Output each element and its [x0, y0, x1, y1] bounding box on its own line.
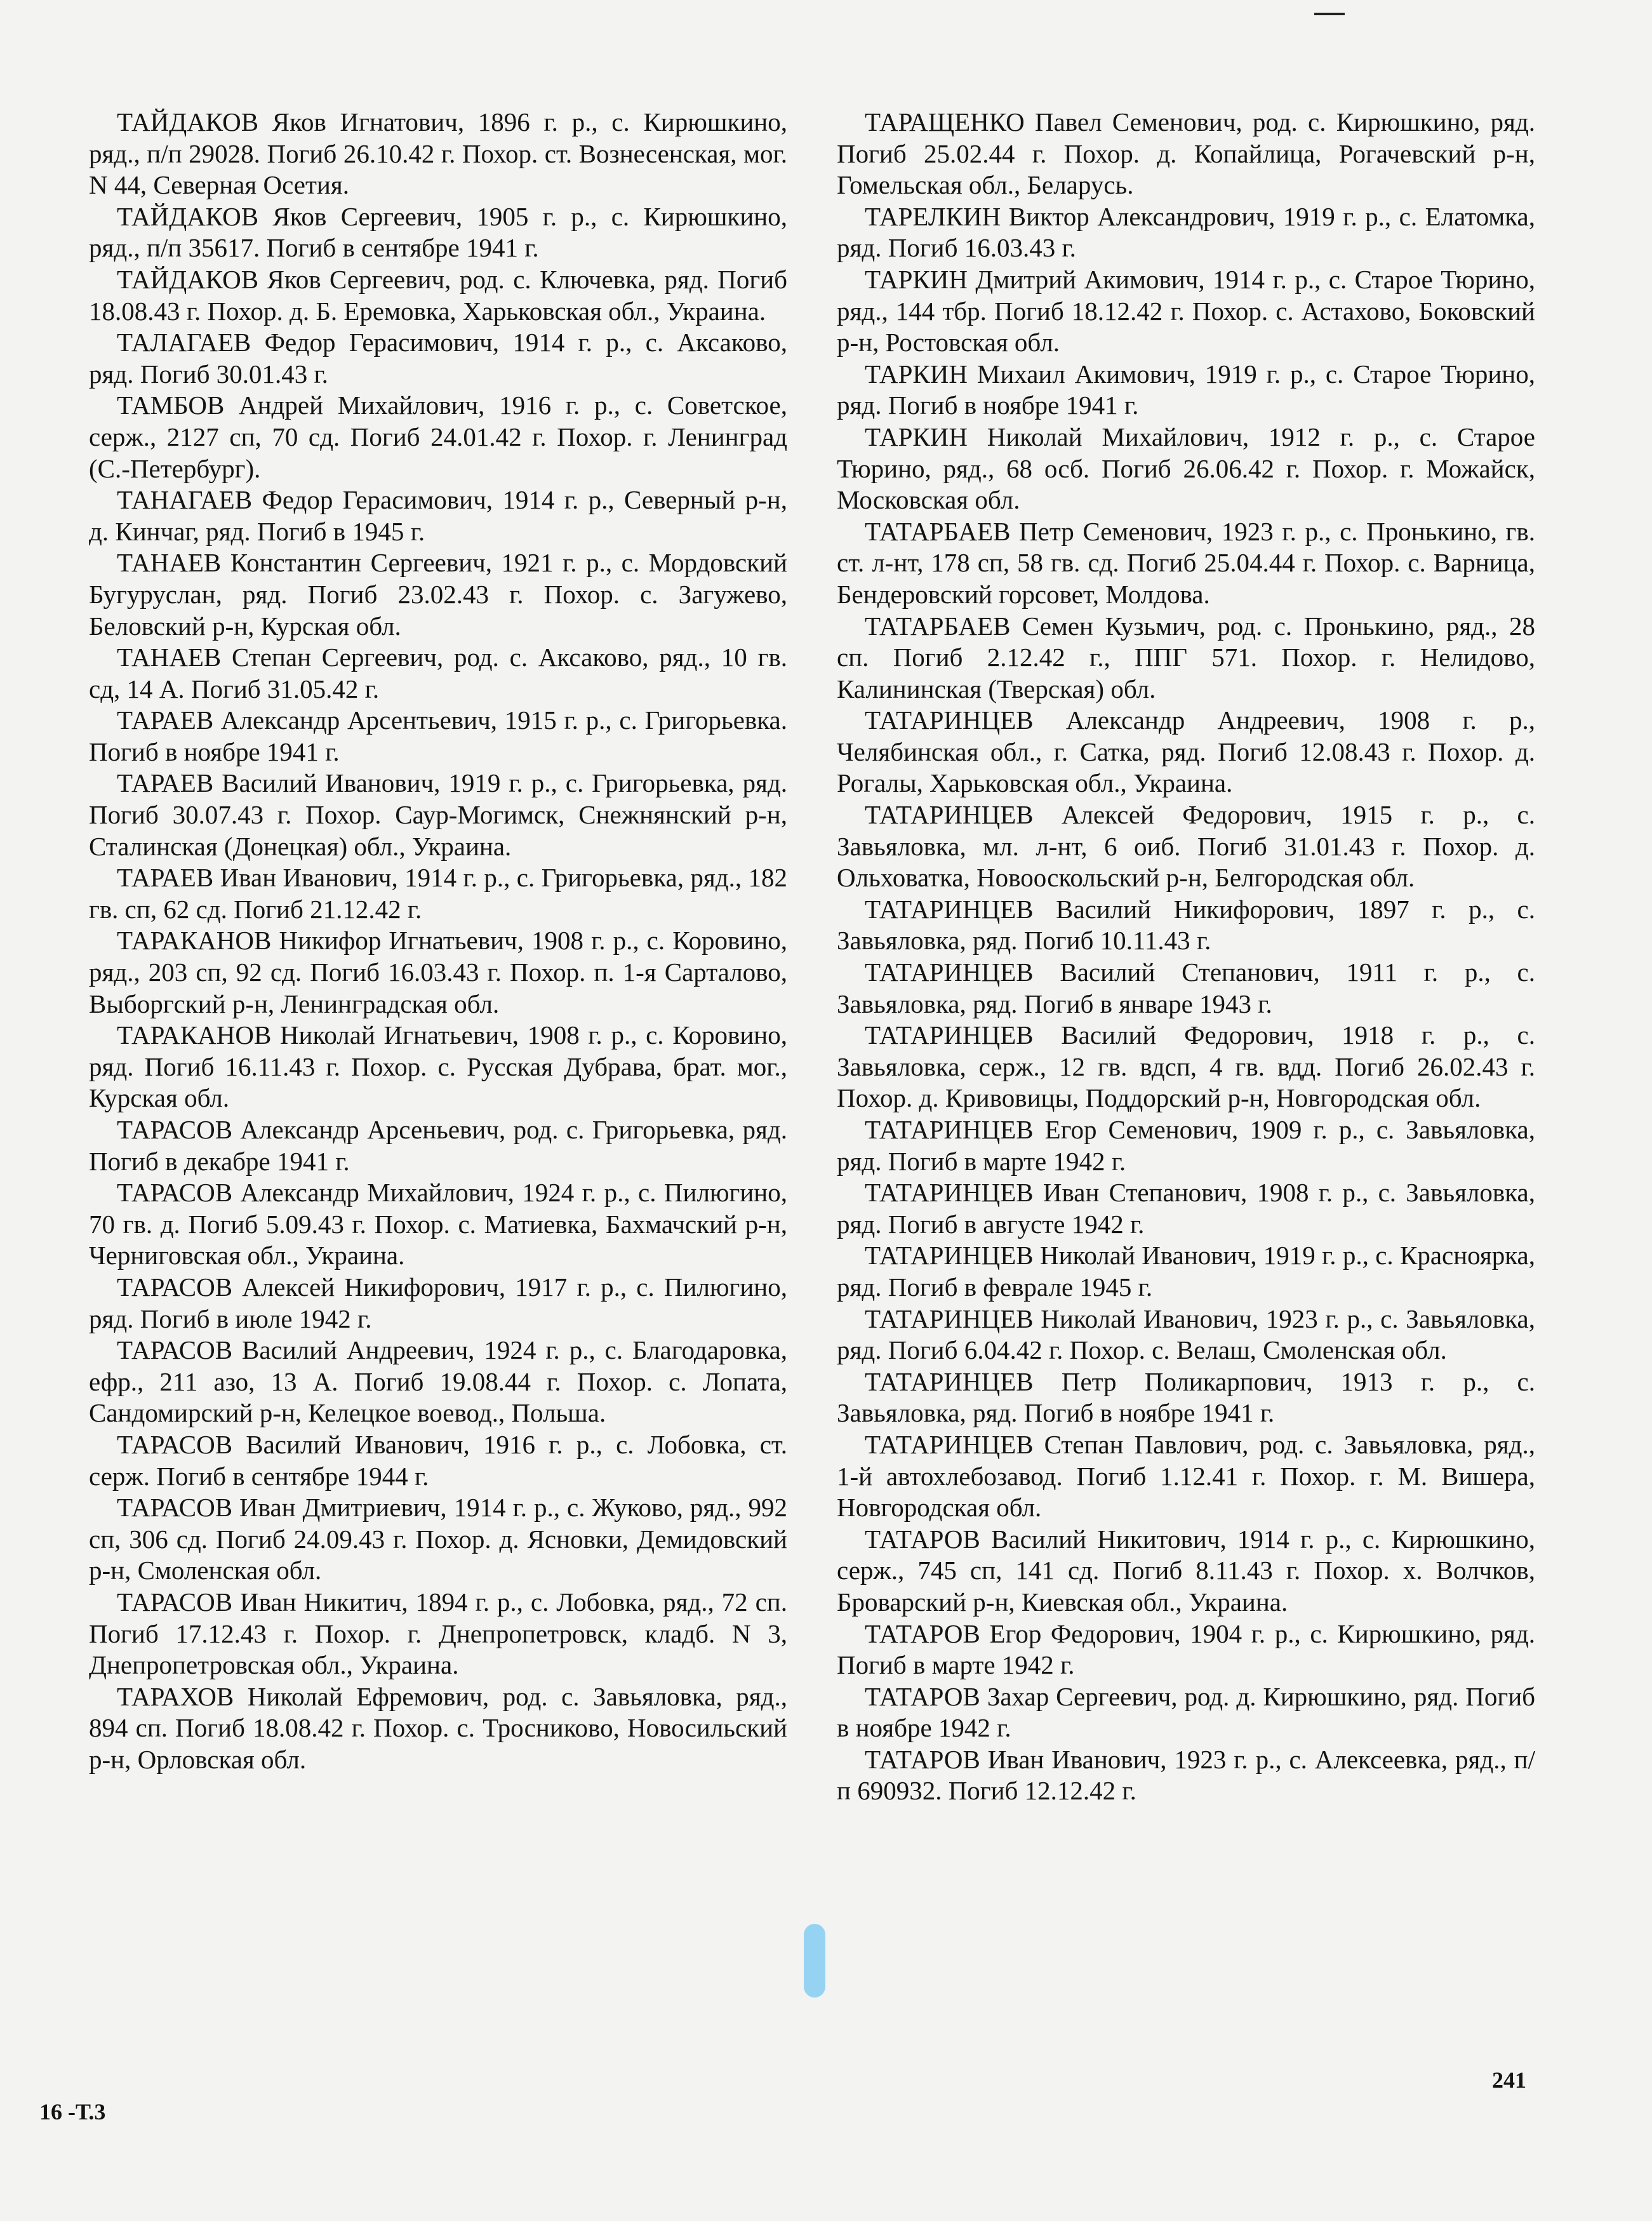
list-item: ТАТАРИНЦЕВ Василий Никифорович, 1897 г. р., с. Завьяловка, ряд. Погиб 10.11.43 г.: [837, 894, 1535, 956]
list-item: ТАРАКАНОВ Николай Игнатьевич, 1908 г. р., с. Коровино, ряд. Погиб 16.11.43 г. Похор. с. Русская Дубрава, брат. мог., Курская обл.: [89, 1020, 787, 1113]
list-item: ТАТАРИНЦЕВ Петр Поликарпович, 1913 г. р., с. Завьяловка, ряд. Погиб в ноябре 1941 г.: [837, 1366, 1535, 1428]
list-item: ТАЙДАКОВ Яков Сергеевич, 1905 г. р., с. Кирюшкино, ряд., п/п 35617. Погиб в сентябре 1941 г.: [89, 201, 787, 263]
list-item: ТАРКИН Михаил Акимович, 1919 г. р., с. Старое Тюрино, ряд. Погиб в ноябре 1941 г.: [837, 359, 1535, 420]
list-item: ТАРАЩЕНКО Павел Семенович, род. с. Кирюшкино, ряд. Погиб 25.02.44 г. Похор. д. Копайлица, Рогачевский р-н, Гомельская обл., Беларусь.: [837, 107, 1535, 200]
list-item: ТАТАРИНЦЕВ Василий Федорович, 1918 г. р., с. Завьяловка, серж., 12 гв. вдсп, 4 гв. вдд. Погиб 26.02.43 г. Похор. д. Кривовицы, Поддорский р-н, Новгородская обл.: [837, 1020, 1535, 1113]
list-item: ТАТАРБАЕВ Семен Кузьмич, род. с. Пронькино, ряд., 28 сп. Погиб 2.12.42 г., ППГ 571. Похор. г. Нелидово, Калининская (Тверская) обл.: [837, 611, 1535, 704]
list-item: ТАНАЕВ Константин Сергеевич, 1921 г. р., с. Мордовский Бугуруслан, ряд. Погиб 23.02.43 г. Похор. с. Загужево, Беловский р-н, Курская обл.: [89, 548, 787, 641]
list-item: ТАРАЕВ Александр Арсентьевич, 1915 г. р., с. Григорьевка. Погиб в ноябре 1941 г.: [89, 705, 787, 766]
list-item: ТАТАРИНЦЕВ Василий Степанович, 1911 г. р., с. Завьяловка, ряд. Погиб в январе 1943 г.: [837, 957, 1535, 1018]
list-item: ТАТАРОВ Захар Сергеевич, род. д. Кирюшкино, ряд. Погиб в ноябре 1942 г.: [837, 1681, 1535, 1743]
list-item: ТАРАСОВ Алексей Никифорович, 1917 г. р., с. Пилюгино, ряд. Погиб в июле 1942 г.: [89, 1272, 787, 1333]
list-item: ТАРКИН Дмитрий Акимович, 1914 г. р., с. Старое Тюрино, ряд., 144 тбр. Погиб 18.12.42 г. Похор. с. Астахово, Боковский р-н, Ростовская обл.: [837, 264, 1535, 357]
list-item: ТАЛАГАЕВ Федор Герасимович, 1914 г. р., с. Аксаково, ряд. Погиб 30.01.43 г.: [89, 328, 787, 389]
list-item: ТАРАКАНОВ Никифор Игнатьевич, 1908 г. р., с. Коровино, ряд., 203 сп, 92 сд. Погиб 16.03.43 г. Похор. п. 1-я Сарталово, Выборгский р-н, Ленинградская обл.: [89, 926, 787, 1018]
printer-signature: 16 -Т.3: [39, 2099, 106, 2124]
list-item: ТАРАХОВ Николай Ефремович, род. с. Завьяловка, ряд., 894 сп. Погиб 18.08.42 г. Похор. с. Тросниково, Новосильский р-н, Орловская обл.: [89, 1681, 787, 1774]
list-item: ТАЙДАКОВ Яков Игнатович, 1896 г. р., с. Кирюшкино, ряд., п/п 29028. Погиб 26.10.42 г. Похор. ст. Вознесенская, мог. N 44, Северная Осетия.: [89, 107, 787, 200]
highlighter-mark: [804, 1924, 825, 1998]
list-item: ТАРАЕВ Иван Иванович, 1914 г. р., с. Григорьевка, ряд., 182 гв. сп, 62 сд. Погиб 21.12.42 г.: [89, 863, 787, 924]
list-item: ТАРКИН Николай Михайлович, 1912 г. р., с. Старое Тюрино, ряд., 68 осб. Погиб 26.06.42 г. Похор. г. Можайск, Московская обл.: [837, 422, 1535, 515]
top-rule-mark: [1314, 13, 1345, 15]
list-item: ТАТАРИНЦЕВ Степан Павлович, род. с. Завьяловка, ряд., 1-й автохлебозавод. Погиб 1.12.41 г. Похор. г. М. Вишера, Новгородская обл.: [837, 1429, 1535, 1523]
list-item: ТАТАРОВ Иван Иванович, 1923 г. р., с. Алексеевка, ряд., п/п 690932. Погиб 12.12.42 г.: [837, 1744, 1535, 1806]
list-item: ТАРАСОВ Александр Михайлович, 1924 г. р., с. Пилюгино, 70 гв. д. Погиб 5.09.43 г. Похор. с. Матиевка, Бахмачский р-н, Черниговская обл., Украина.: [89, 1178, 787, 1271]
list-item: ТАРАСОВ Александр Арсеньевич, род. с. Григорьевка, ряд. Погиб в декабре 1941 г.: [89, 1115, 787, 1176]
list-item: ТАРАЕВ Василий Иванович, 1919 г. р., с. Григорьевка, ряд. Погиб 30.07.43 г. Похор. Саур-Могимск, Снежнянский р-н, Сталинская (Донецкая) обл., Украина.: [89, 768, 787, 861]
list-item: ТАТАРИНЦЕВ Николай Иванович, 1923 г. р., с. Завьяловка, ряд. Погиб 6.04.42 г. Похор. с. Велаш, Смоленская обл.: [837, 1304, 1535, 1365]
list-item: ТАТАРИНЦЕВ Егор Семенович, 1909 г. р., с. Завьяловка, ряд. Погиб в марте 1942 г.: [837, 1115, 1535, 1176]
list-item: ТАТАРИНЦЕВ Николай Иванович, 1919 г. р., с. Красноярка, ряд. Погиб в феврале 1945 г.: [837, 1241, 1535, 1302]
list-item: ТАНАЕВ Степан Сергеевич, род. с. Аксаково, ряд., 10 гв. сд, 14 А. Погиб 31.05.42 г.: [89, 643, 787, 704]
list-item: ТАМБОВ Андрей Михайлович, 1916 г. р., с. Советское, серж., 2127 сп, 70 сд. Погиб 24.01.42 г. Похор. г. Ленинград (С.-Петербург).: [89, 390, 787, 483]
list-item: ТАРАСОВ Иван Никитич, 1894 г. р., с. Лобовка, ряд., 72 сп. Погиб 17.12.43 г. Похор. г. Днепропетровск, кладб. N 3, Днепропетровская обл., Украина.: [89, 1587, 787, 1680]
list-item: ТАТАРИНЦЕВ Александр Андреевич, 1908 г. р., Челябинская обл., г. Сатка, ряд. Погиб 12.08.43 г. Похор. д. Рогалы, Харьковская обл., Украина.: [837, 705, 1535, 798]
list-item: ТАТАРОВ Василий Никитович, 1914 г. р., с. Кирюшкино, серж., 745 сп, 141 сд. Погиб 8.11.43 г. Похор. х. Волчков, Броварский р-н, Киевская обл., Украина.: [837, 1524, 1535, 1617]
list-item: ТАРАСОВ Василий Андреевич, 1924 г. р., с. Благодаровка, ефр., 211 азо, 13 А. Погиб 19.08.44 г. Похор. с. Лопата, Сандомирский р-н, Келецкое воевод., Польша.: [89, 1335, 787, 1428]
list-item: ТАРАСОВ Иван Дмитриевич, 1914 г. р., с. Жуково, ряд., 992 сп, 306 сд. Погиб 24.09.43 г. Похор. д. Ясновки, Демидовский р-н, Смоленская обл.: [89, 1493, 787, 1585]
list-item: ТАРАСОВ Василий Иванович, 1916 г. р., с. Лобовка, ст. серж. Погиб в сентябре 1944 г.: [89, 1429, 787, 1491]
list-item: ТАТАРИНЦЕВ Иван Степанович, 1908 г. р., с. Завьяловка, ряд. Погиб в августе 1942 г.: [837, 1178, 1535, 1239]
list-item: ТАЙДАКОВ Яков Сергеевич, род. с. Ключевка, ряд. Погиб 18.08.43 г. Похор. д. Б. Еремовка, Харьковская обл., Украина.: [89, 264, 787, 326]
list-item: ТАРЕЛКИН Виктор Александрович, 1919 г. р., с. Елатомка, ряд. Погиб 16.03.43 г.: [837, 201, 1535, 263]
left-column: [89, 107, 787, 1775]
list-item: ТАНАГАЕВ Федор Герасимович, 1914 г. р., Северный р-н, д. Кинчаг, ряд. Погиб в 1945 г.: [89, 485, 787, 546]
list-item: ТАТАРИНЦЕВ Алексей Федорович, 1915 г. р., с. Завьяловка, мл. л-нт, 6 оиб. Погиб 31.01.43 г. Похор. д. Ольховатка, Новооскольский р-н, Белгородская обл.: [837, 800, 1535, 893]
list-item: ТАТАРБАЕВ Петр Семенович, 1923 г. р., с. Пронькино, гв. ст. л-нт, 178 сп, 58 гв. сд. Погиб 25.04.44 г. Похор. с. Варница, Бендеровский горсовет, Молдова.: [837, 516, 1535, 609]
right-column: [837, 107, 1535, 1807]
page-number: 241: [1492, 2067, 1526, 2093]
list-item: ТАТАРОВ Егор Федорович, 1904 г. р., с. Кирюшкино, ряд. Погиб в марте 1942 г.: [837, 1618, 1535, 1680]
